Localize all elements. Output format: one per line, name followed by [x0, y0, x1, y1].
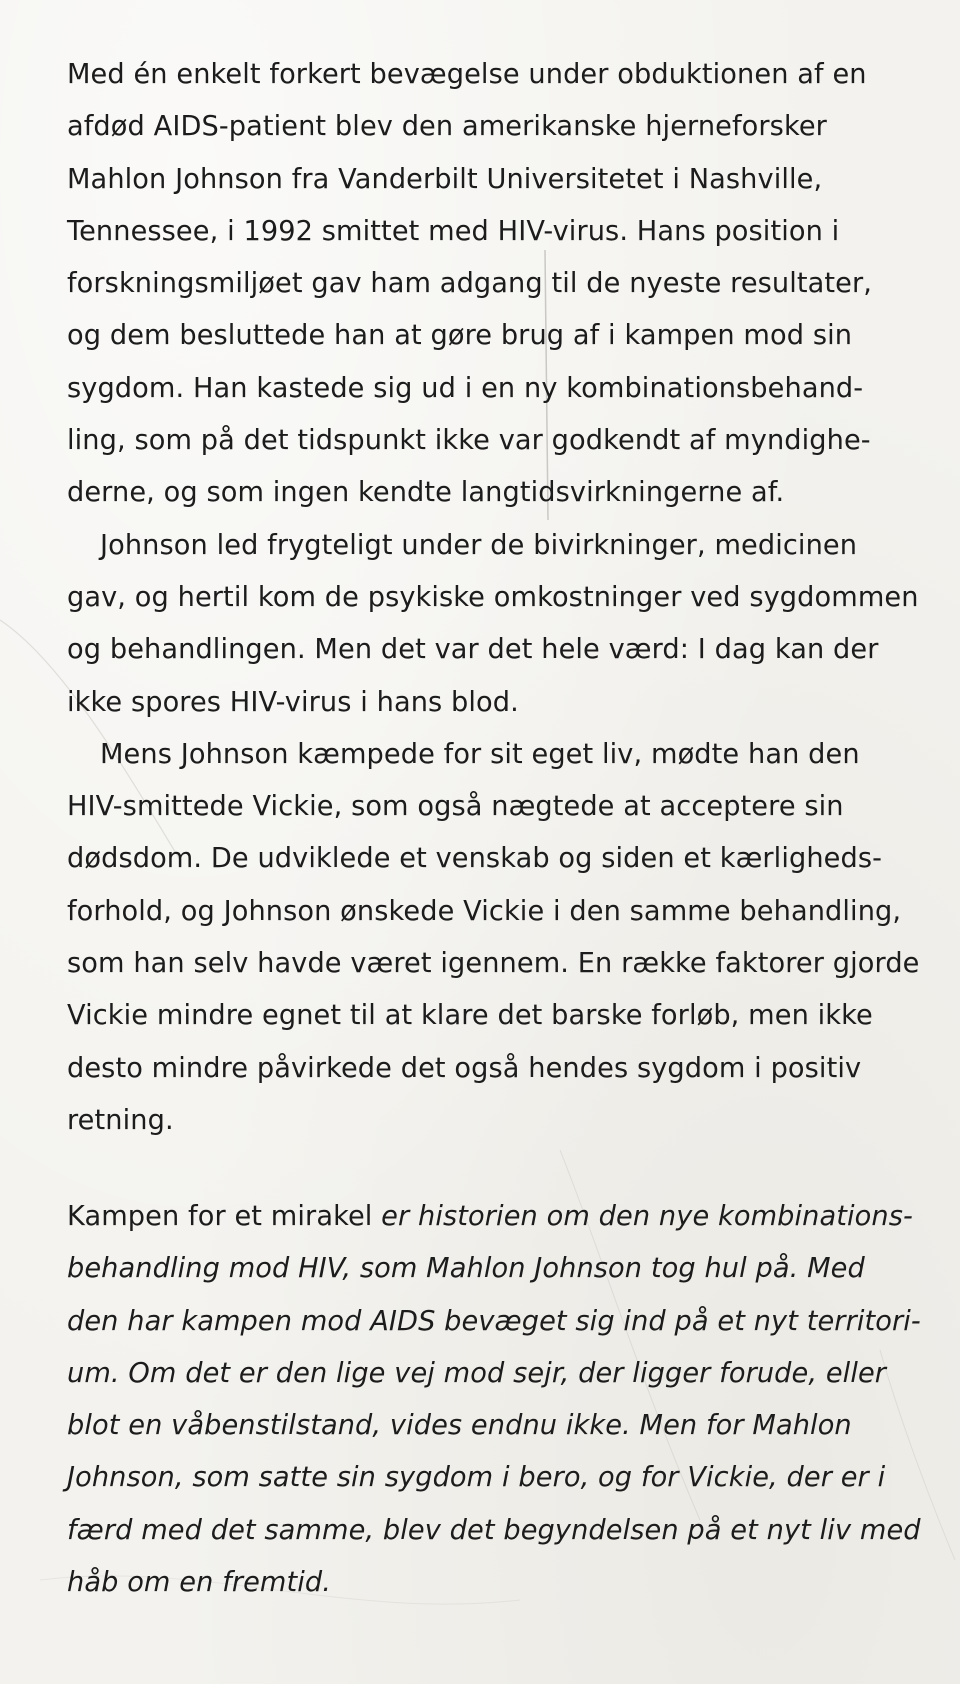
text-line: desto mindre påvirkede det også hendes sygdom i positiv [67, 1052, 862, 1084]
text-line: og behandlingen. Men det var det hele værd: I dag kan der [67, 634, 879, 666]
text-line: Mahlon Johnson fra Vanderbilt Universitetet i Nashville, [67, 163, 823, 195]
text-line: forskningsmiljøet gav ham adgang til de nyeste resultater, [67, 268, 873, 300]
text-line: behandling mod HIV, som Mahlon Johnson tog hul på. Med [67, 1253, 865, 1285]
italic-text: er historien om den nye kombinations- [372, 1201, 913, 1232]
text-line: ikke spores HIV-virus i hans blod. [67, 686, 519, 718]
text-line: Johnson, som satte sin sygdom i bero, og for Vickie, der er i [67, 1462, 886, 1494]
text-line: blot en våbenstilstand, vides endnu ikke. Men for Mahlon [67, 1410, 852, 1442]
text-line: HIV-smittede Vickie, som også nægtede at acceptere sin [67, 791, 844, 823]
text-line: den har kampen mod AIDS bevæget sig ind på et nyt territori- [67, 1305, 921, 1337]
text-line: og dem besluttede han at gøre brug af i kampen mod sin [67, 320, 853, 352]
text-line: Mens Johnson kæmpede for sit eget liv, mødte han den [100, 738, 860, 770]
text-line: afdød AIDS-patient blev den amerikanske hjerneforsker [67, 111, 827, 143]
text-line: gav, og hertil kom de psykiske omkostninger ved sygdommen [67, 581, 919, 613]
text-line: sygdom. Han kastede sig ud i en ny kombinationsbehand- [67, 372, 864, 404]
text-line: um. Om det er den lige vej mod sejr, der ligger forude, eller [67, 1357, 887, 1389]
text-line: Vickie mindre egnet til at klare det barske forløb, men ikke [67, 1000, 873, 1032]
text-line: håb om en fremtid. [67, 1567, 332, 1599]
text-line: Johnson led frygteligt under de bivirkninger, medicinen [100, 529, 858, 561]
blurb-text-block [67, 1191, 927, 1609]
text-line: forhold, og Johnson ønskede Vickie i den samme behandling, [67, 895, 902, 927]
text-line: derne, og som ingen kendte langtidsvirkningerne af. [67, 477, 785, 509]
body-text-block [67, 49, 927, 1147]
text-line: ling, som på det tidspunkt ikke var godkendt af myndighe- [67, 425, 871, 457]
text-line: retning. [67, 1104, 174, 1136]
text-line: Tennessee, i 1992 smittet med HIV-virus. Hans position i [67, 215, 840, 247]
text-line: Med én enkelt forkert bevægelse under obduktionen af en [67, 59, 867, 90]
text-line: færd med det samme, blev det begyndelsen på et nyt liv med [67, 1514, 921, 1546]
book-title: Kampen for et mirakel [67, 1201, 373, 1232]
text-line [67, 1191, 927, 1243]
text-line: som han selv havde været igennem. En række faktorer gjorde [67, 948, 920, 980]
text-line: dødsdom. De udviklede et venskab og siden et kærligheds- [67, 843, 883, 875]
